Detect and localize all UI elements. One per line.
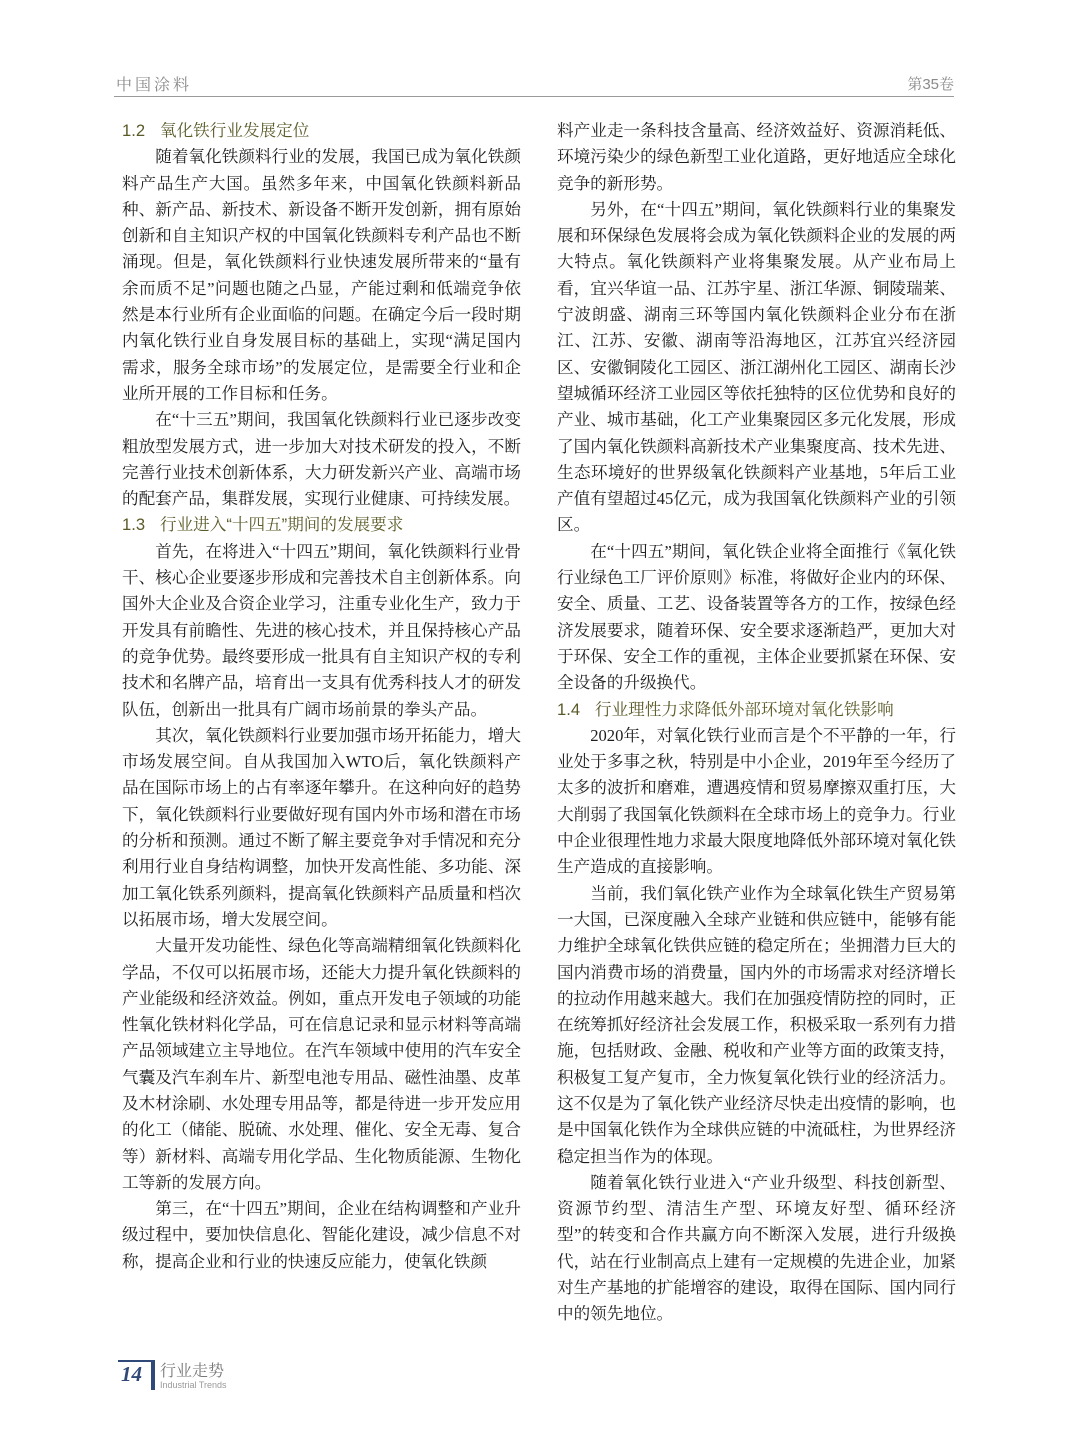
paragraph: 在“十四五”期间，氧化铁企业将全面推行《氧化铁行业绿色工厂评价原则》标准，将做好企业内的环保、安全、质量、工艺、设备装置等各方的工作，按绿色经济发展要求，随着环保、安全要求逐渐趋严，更加大对于环保、安全工作的重视，主体企业要抓紧在环保、安全设备的升级换代。 xyxy=(557,541,956,693)
paragraph: 另外，在“十四五”期间，氧化铁颜料行业的集聚发展和环保绿色发展将会成为氧化铁颜料企业的发展的两大特点。氧化铁颜料产业将集聚发展。从产业布局上看，宜兴华谊一品、江苏宇星、浙江华源、铜陵瑞莱、宁波朗盛、湖南三环等国内氧化铁颜料企业分布在浙江、江苏、安徽、湖南等沿海地区，江苏宜兴经济园区、安徽铜陵化工园区、浙江湖州化工园区、湖南长沙望城循环经济工业园区等依托独特的区位优势和良好的产业、城市基础，化工产业集聚园区多元化发展，形成了国内氧化铁颜料高新技术产业集聚度高、技术先进、生态环境好的世界级氧化铁颜料产业基地，5年后工业产值有望超过45亿元，成为我国氧化铁颜料产业的引领区。 xyxy=(557,199,956,535)
section-number: 1.2 xyxy=(122,121,146,140)
paragraph: 其次，氧化铁颜料行业要加强市场开拓能力，增大市场发展空间。自从我国加入WTO后，氧化铁颜料产品在国际市场上的占有率逐年攀升。在这种向好的趋势下，氧化铁颜料行业要做好现有国内外市场和潜在市场的分析和预测。通过不断了解主要竞争对手情况和充分利用行业自身结构调整，加快开发高性能、多功能、深加工氧化铁系列颜料，提高氧化铁颜料产品质量和档次以拓展市场，增大发展空间。 xyxy=(122,725,521,929)
section-title: 行业进入“十四五”期间的发展要求 xyxy=(160,515,404,535)
page-number: 14 xyxy=(121,1362,142,1386)
journal-name: 中国涂料 xyxy=(116,77,193,94)
header-divider xyxy=(114,96,954,97)
section-number: 1.4 xyxy=(557,699,581,719)
paragraph: 随着氧化铁颜料行业的发展，我国已成为氧化铁颜料产品生产大国。虽然多年来，中国氧化铁颜料新品种、新产品、新技术、新设备不断开发创新，拥有原始创新和自主知识产权的中国氧化铁颜料专利产品也不断涌现。但是，氧化铁颜料行业快速发展所带来的“量有余而质不足”问题也随之凸显，产能过剩和低端竞争依然是本行业所有企业面临的问题。在确定今后一段时期内氧化铁行业自身发展目标的基础上，实现“满足国内需求，服务全球市场”的发展定位，是需要全行业和企业所开展的工作目标和任务。 xyxy=(122,147,521,403)
paragraph: 第三，在“十四五”期间，企业在结构调整和产业升级过程中，要加快信息化、智能化建设，减少信息不对称，提高企业和行业的快速反应能力，使氧化铁颜 xyxy=(122,1199,521,1271)
paragraph: 在“十三五”期间，我国氧化铁颜料行业已逐步改变粗放型发展方式，进一步加大对技术研发的投入，不断完善行业技术创新体系，大力研发新兴产业、高端市场的配套产品，集群发展，实现行业健康、可持续发展。 xyxy=(122,410,521,509)
section-heading-1-2 xyxy=(122,118,521,144)
section-title: 行业理性力求降低外部环境对氧化铁影响 xyxy=(595,699,894,719)
paragraph: 2020年，对氧化铁行业而言是个不平静的一年，行业处于多事之秋，特别是中小企业，2019年至今经历了太多的波折和磨难，遭遇疫情和贸易摩擦双重打压，大大削弱了我国氧化铁颜料在全球市场上的竞争力。行业中企业很理性地力求最大限度地降低外部环境对氧化铁生产造成的直接影响。 xyxy=(557,725,956,877)
volume-label: 第35卷 xyxy=(907,76,954,93)
footer-accent-bar xyxy=(151,1360,155,1390)
footer-section: 行业走势 xyxy=(160,1363,225,1380)
section-title: 氧化铁行业发展定位 xyxy=(160,121,310,140)
section-heading-1-4 xyxy=(557,697,956,723)
paragraph: 当前，我们氧化铁产业作为全球氧化铁生产贸易第一大国，已深度融入全球产业链和供应链中，能够有能力维护全球氧化铁供应链的稳定所在；坐拥潜力巨大的国内消费市场的消费量，国内外的市场需求对经济增长的拉动作用越来越大。我们在加强疫情防控的同时，正在统筹抓好经济社会发展工作，积极采取一系列有力措施，包括财政、金融、税收和产业等方面的政策支持，积极复工复产复市，全力恢复氧化铁行业的经济活力。这不仅是为了氧化铁产业经济尽快走出疫情的影响，也是中国氧化铁作为全球供应链的中流砥柱，为世界经济稳定担当作为的体现。 xyxy=(557,883,956,1166)
footer-section-en: Industrial Trends xyxy=(160,1380,227,1390)
section-number: 1.3 xyxy=(122,515,146,535)
left-column xyxy=(122,118,521,1275)
paragraph: 大量开发功能性、绿色化等高端精细氧化铁颜料化学品，不仅可以拓展市场，还能大力提升氧化铁颜料的产业能级和经济效益。例如，重点开发电子领域的功能性氧化铁材料化学品，可在信息记录和显示材料等高端产品领域建立主导地位。在汽车领域中使用的汽车安全气囊及汽车刹车片、新型电池专用品、磁性油墨、皮革及木材涂刷、水处理专用品等，都是待进一步开发应用的化工（储能、脱硫、水处理、催化、安全无毒、复合等）新材料、高端专用化学品、生化物质能源、生物化工等新的发展方向。 xyxy=(122,936,521,1192)
paragraph-continued: 料产业走一条科技含量高、经济效益好、资源消耗低、环境污染少的绿色新型工业化道路，更好地适应全球化竞争的新形势。 xyxy=(557,121,956,193)
paragraph: 随着氧化铁行业进入“产业升级型、科技创新型、资源节约型、清洁生产型、环境友好型、循环经济型”的转变和合作共赢方向不断深入发展，进行升级换代，站在行业制高点上建有一定规模的先进企业，加紧对生产基地的扩能增容的建设，取得在国际、国内同行中的领先地位。 xyxy=(557,1172,956,1324)
paragraph: 首先，在将进入“十四五”期间，氧化铁颜料行业骨干、核心企业要逐步形成和完善技术自主创新体系。向国外大企业及合资企业学习，注重专业化生产，致力于开发具有前瞻性、先进的核心技术，并且保持核心产品的竞争优势。最终要形成一批具有自主知识产权的专利技术和名牌产品，培育出一支具有优秀科技人才的研发队伍，创新出一批具有广阔市场前景的拳头产品。 xyxy=(122,541,521,719)
section-heading-1-3 xyxy=(122,512,521,538)
right-column xyxy=(557,118,956,1328)
